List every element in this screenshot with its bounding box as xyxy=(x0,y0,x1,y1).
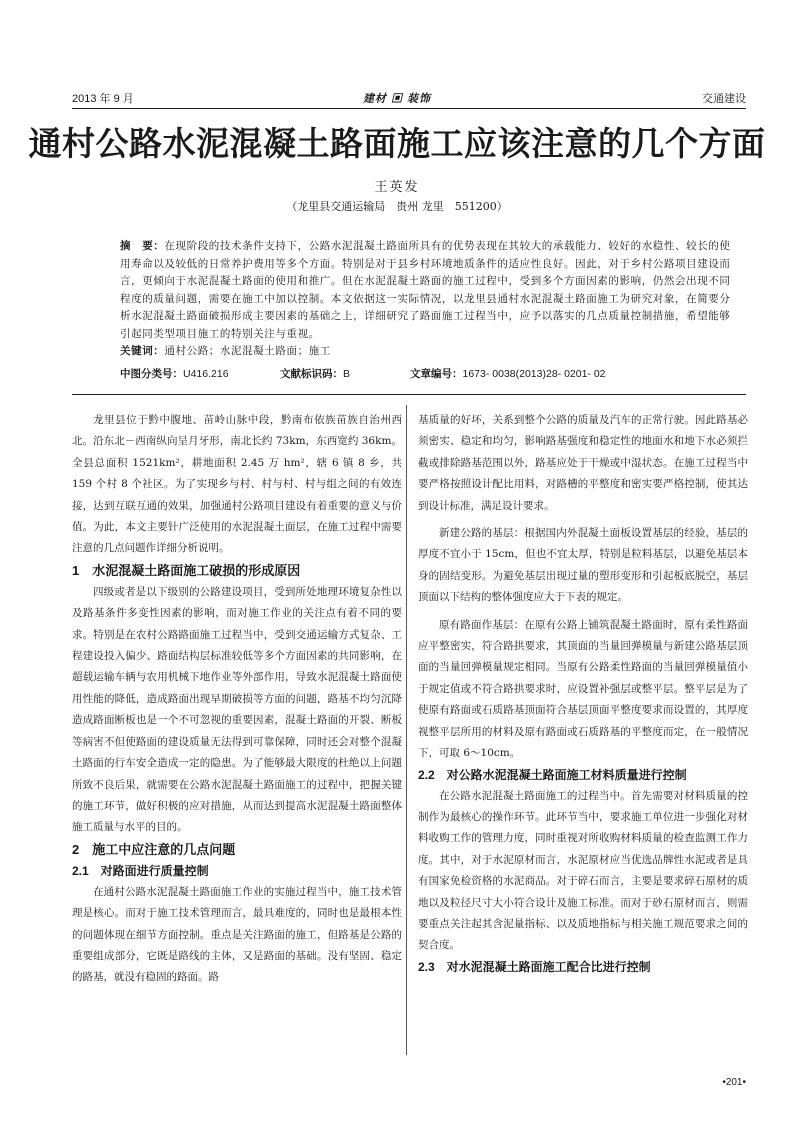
page-number: •201• xyxy=(722,1077,746,1088)
header-section: 交通建设 xyxy=(702,93,746,105)
column-divider xyxy=(406,405,407,1055)
header-date: 2013 年 9 月 xyxy=(72,93,134,105)
header-rule xyxy=(72,108,746,109)
right-column xyxy=(418,410,748,978)
author: 王英发 xyxy=(374,180,420,195)
header-journal-name: 建材 ▣ 装饰 xyxy=(362,93,432,105)
left-column xyxy=(72,410,402,989)
abstract-rule xyxy=(72,394,746,395)
clc-value: U416.216 xyxy=(183,368,229,380)
paragraph: 新建公路的基层：根据国内外混凝土面板设置基层的经验，基层的厚度不宜小于 15cm，但也不宜太厚，特别是粒料基层，以避免基层本身的固结变形。为避免基层出现过量的塑形变形和引起板底脱空，基层顶面以下结构的整体强度应大于下表的规定。 xyxy=(418,527,748,604)
abstract-text: 在现阶段的技术条件支持下，公路水泥混凝土路面所具有的优势表现在其较大的承载能力、较好的水稳性、较长的使用寿命以及较低的日常养护费用等多个方面。特别是对于县乡村环境地质条件的适应性良好。因此，对于乡村公路项目建设而言，更倾向于水泥混凝土路面的使用和推广。但在水泥混凝土路面的施工过程中，受到多个方面因素的影响，仍然会出现不同程度的质量问题，需要在施工中加以控制。本文依据这一实际情况，以龙里县通村水泥混凝土路面施工为研究对象，在简要分析水泥混凝土路面破损形成主要因素的基础之上，详细研究了路面施工过程当中，应予以落实的几点质量控制措施，希望能够引起同类型项目施工的特别关注与重视。 xyxy=(120,240,731,340)
abstract-label: 摘 要： xyxy=(120,240,165,252)
subsection-heading-2-3: 2.3 对水泥混凝土路面施工配合比进行控制 xyxy=(418,959,651,974)
keywords-label: 关键词： xyxy=(120,345,165,357)
keywords xyxy=(120,343,734,361)
paragraph: 基质量的好坏，关系到整个公路的质量及汽车的正常行驶。因此路基必须密实、稳定和均匀，影响路基强度和稳定性的地面水和地下水必须拦截或排除路基范围以外，路基应处于干燥或中湿状态。在施工过程当中要严格按照设计配比用料，对路槽的平整度和密实要严格控制，使其达到设计标准，满足设计要求。 xyxy=(418,414,748,512)
clc-label: 中图分类号： xyxy=(120,368,183,380)
paragraph: 四级或者是以下级别的公路建设项目，受到所处地理环境复杂性以及路基条件多变性因素的影响，而对施工作业的关注点有着不同的要求。特别是在农村公路路面施工过程当中，受到交通运输方式复杂、工程建设投入偏少、路面结构层标准较低等多个方面因素的共同影响，在超载运输车辆与农用机械下地作业等外部作用，导致水泥混凝土路面使用性能的降低，造成路面出现早期破损等方面的问题，路基不均匀沉降造成路面断板也是一个不可忽视的重要因素，混凝土路面的开裂、断板等病害不但使路面的建设质量无法得到可靠保障，同时还会对整个混凝土路面的行车安全造成一定的隐患。为了能够最大限度的杜绝以上问题所致不良后果，就需要在公路水泥混凝土路面施工的过程中，把握关键的施工环节，做好积极的应对措施，从而达到提高水泥混凝土路面整体施工质量与水平的目的。 xyxy=(72,585,402,834)
paragraph: 龙里县位于黔中腹地、苗岭山脉中段，黔南布依族苗族自治州西北。沿东北－西南纵向呈月牙形，南北长约 73km，东西宽约 36km。全县总面积 1521km²，耕地面积 2.45 万 hm²，辖 6 镇 8 乡，共 159 个村 8 个社区。为了实现乡与村、村与村、村与组之间的有效连接，达到互联互通的效果，加强通村公路项目建设有着重要的意义与价值。为此，本文主要针广泛使用的水泥混凝土面层，在施工过程中需要注意的几点问题作详细分析说明。 xyxy=(72,414,402,555)
article-no-value: 1673- 0038(2013)28- 0201- 02 xyxy=(462,368,606,380)
subsection-heading-2-1: 2.1 对路面进行质量控制 xyxy=(72,863,209,878)
subsection-heading-2-2: 2.2 对公路水泥混凝土路面施工材料质量进行控制 xyxy=(418,767,687,782)
paragraph: 在通村公路水泥混凝土路面施工作业的实施过程当中，施工技术管理是核心。而对于施工技术管理而言，最具难度的，同时也是最根本性的问题体现在细节方面控制。重点是关注路面的施工，但路基是公路的重要组成部分，它既是路线的主体，又是路面的基础。没有坚固、稳定的路基，就没有稳固的路面。路 xyxy=(72,885,402,984)
keywords-text: 通村公路；水泥混凝土路面；施工 xyxy=(164,345,331,357)
section-heading-1: 1 水泥混凝土路面施工破损的形成原因 xyxy=(72,562,301,578)
article-title: 通村公路水泥混凝土路面施工应该注意的几个方面 xyxy=(28,124,766,163)
doc-code-label: 文献标识码： xyxy=(280,368,343,380)
paragraph: 在公路水泥混凝土路面施工的过程当中。首先需要对材料质量的控制作为最核心的操作环节。此环节当中，要求施工单位进一步强化对材料收购工作的管理力度，同时重视对所收购材料质量的检查监测工作力度。其中，对于水泥原材而言，水泥原材应当优选品牌性水泥或者是具有国家免检资格的水泥商品。对于碎石而言，主要是要求碎石原材的质地以及粒径尺寸大小符合设计及施工标准。而对于砂石原材而言，则需要重点关注起其含泥量指标、以及质地指标与相关施工规范要求之间的契合度。 xyxy=(418,789,748,952)
section-heading-2: 2 施工中应注意的几点问题 xyxy=(72,841,236,857)
paragraph: 原有路面作基层：在原有公路上铺筑混凝土路面时，原有柔性路面应平整密实，符合路拱要求，其顶面的当量回弹模量与新建公路基层顶面的当量回弹模量规定相同。当原有公路柔性路面的当量回弹模量值小于规定值或不符合路拱要求时，应设置补强层或整平层。整平层是为了使原有路面或石质路基顶面符合基层顶面平整度要求而设置的，其厚度视整平层所用的材料及原有路面或石质路基的平整度而定，在一般情况下，可取 6～10cm。 xyxy=(418,618,748,760)
affiliation: （龙里县交通运输局 贵州 龙里 551200） xyxy=(286,200,508,213)
article-no-label: 文章编号： xyxy=(410,368,463,380)
abstract xyxy=(120,238,734,361)
doc-code-value: B xyxy=(343,368,351,380)
